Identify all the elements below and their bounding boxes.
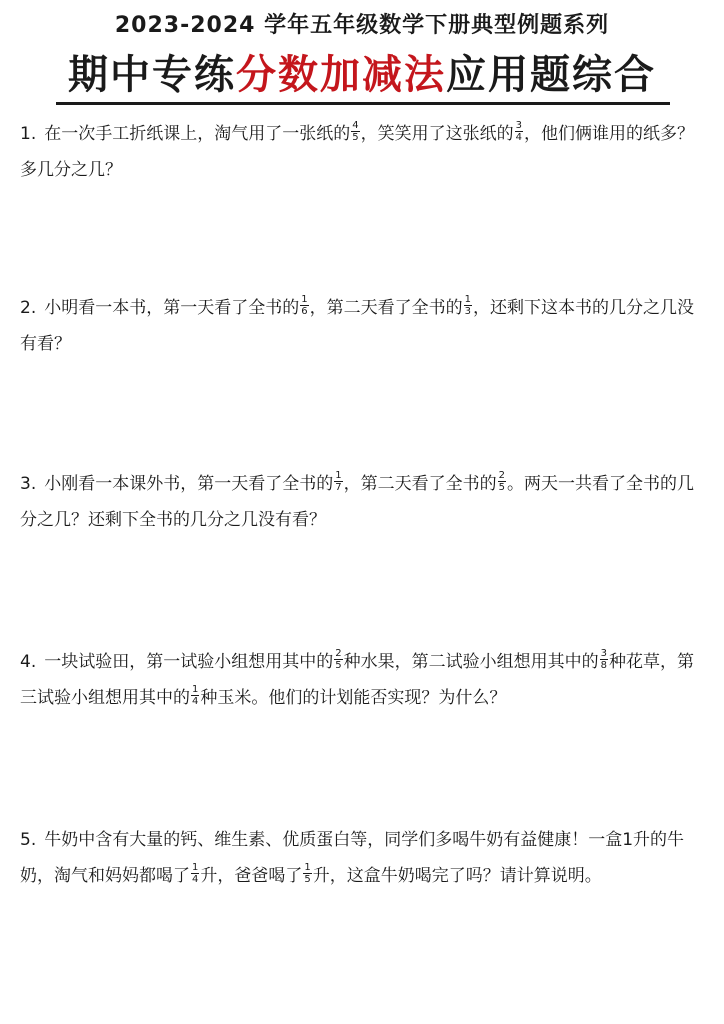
question-text: 升，爸爸喝了 <box>200 866 303 886</box>
question-number: 3. <box>20 474 37 494</box>
fraction-denominator: 5 <box>335 659 342 671</box>
fraction-denominator: 4 <box>192 695 199 707</box>
question-text: 种花草，第三试验小组想用其中的 <box>20 652 694 708</box>
fraction-numerator: 1 <box>464 293 471 305</box>
fraction-denominator: 3 <box>464 305 471 317</box>
fraction <box>334 470 342 493</box>
fraction-numerator: 1 <box>301 293 308 305</box>
fraction-denominator: 5 <box>304 873 311 885</box>
question-number: 5. <box>20 830 37 850</box>
fraction-denominator: 4 <box>515 131 522 143</box>
question-text: 。两天一共看了全书的几分之几？还剩下全书的几分之几没有看？ <box>20 474 694 530</box>
question-text: ，第二天看了全书的 <box>309 298 463 318</box>
question-text: ，笑笑用了这张纸的 <box>360 124 514 144</box>
document-subtitle: 2023-2024 学年五年级数学下册典型例题系列 <box>114 13 610 38</box>
question-text: 在一次手工折纸课上，淘气用了一张纸的 <box>44 124 351 144</box>
fraction-denominator: 8 <box>600 659 607 671</box>
question-text: 小明看一本书，第一天看了全书的 <box>44 298 300 318</box>
fraction-numerator: 4 <box>352 119 359 131</box>
fraction-numerator: 1 <box>192 683 199 695</box>
title-prefix: 期中专练 <box>68 52 236 98</box>
question-number: 4. <box>20 652 37 672</box>
title-highlight: 分数加减法 <box>236 52 446 98</box>
question-text: 小刚看一本课外书，第一天看了全书的 <box>44 474 334 494</box>
fraction <box>334 648 342 671</box>
fraction-denominator: 5 <box>498 481 505 493</box>
fraction <box>191 684 199 707</box>
question-text: ，还剩下这本书的几分之几没有看？ <box>20 298 694 354</box>
fraction-numerator: 2 <box>498 469 505 481</box>
fraction-denominator: 5 <box>352 131 359 143</box>
question-text: 升，这盒牛奶喝完了吗？请计算说明。 <box>312 866 602 886</box>
question-1 <box>20 116 710 188</box>
fraction-numerator: 1 <box>192 861 199 873</box>
fraction <box>300 294 308 317</box>
fraction-numerator: 1 <box>335 469 342 481</box>
fraction <box>498 470 506 493</box>
question-text: 种水果，第二试验小组想用其中的 <box>343 652 599 672</box>
question-number: 2. <box>20 298 37 318</box>
title-underline <box>56 102 670 105</box>
question-text: 牛奶中含有大量的钙、维生素、优质蛋白等，同学们多喝牛奶有益健康！一盒1升的牛奶，淘气和妈妈都喝了 <box>20 830 685 886</box>
fraction <box>515 120 523 143</box>
fraction-denominator: 4 <box>192 873 199 885</box>
question-number: 1. <box>20 124 37 144</box>
fraction-numerator: 3 <box>515 119 522 131</box>
document-title <box>0 50 724 100</box>
fraction-denominator: 7 <box>335 481 342 493</box>
fraction-denominator: 6 <box>301 305 308 317</box>
fraction-numerator: 1 <box>304 861 311 873</box>
question-4 <box>20 644 710 716</box>
question-text: 种玉米。他们的计划能否实现？为什么？ <box>200 688 507 708</box>
title-suffix: 应用题综合 <box>446 52 656 98</box>
fraction <box>351 120 359 143</box>
question-text: 一块试验田，第一试验小组想用其中的 <box>44 652 334 672</box>
question-5 <box>20 822 710 894</box>
fraction <box>303 862 311 885</box>
question-3 <box>20 466 710 538</box>
question-text: ，他们俩谁用的纸多？多几分之几？ <box>20 124 694 180</box>
fraction-numerator: 3 <box>600 647 607 659</box>
fraction-numerator: 2 <box>335 647 342 659</box>
fraction <box>191 862 199 885</box>
question-text: ，第二天看了全书的 <box>343 474 497 494</box>
fraction <box>600 648 608 671</box>
question-2 <box>20 290 710 362</box>
fraction <box>464 294 472 317</box>
